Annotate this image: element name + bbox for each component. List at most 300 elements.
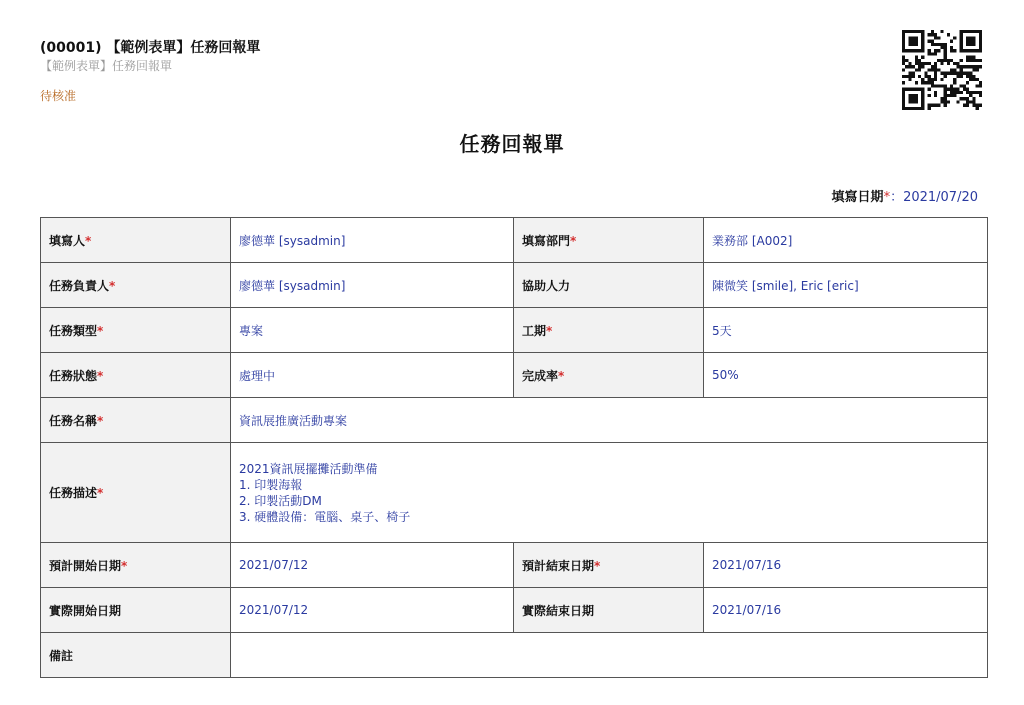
table-row: [41, 633, 988, 678]
field-label: 任務描述*: [41, 443, 231, 543]
qr-module: [956, 72, 959, 75]
qr-module: [966, 91, 969, 94]
qr-module: [915, 43, 918, 46]
qr-module: [972, 59, 975, 62]
qr-module: [960, 59, 963, 62]
qr-module: [902, 46, 905, 49]
field-label: 預計開始日期*: [41, 543, 231, 588]
qr-module: [902, 88, 905, 91]
qr-module: [963, 72, 966, 75]
qr-module: [950, 88, 953, 91]
qr-module: [924, 72, 927, 75]
qr-module: [969, 65, 972, 68]
qr-module: [979, 65, 982, 68]
qr-module: [902, 81, 905, 84]
qr-module: [921, 36, 924, 39]
qr-module: [928, 68, 931, 71]
qr-module: [963, 104, 966, 107]
qr-module: [905, 107, 908, 110]
qr-module: [921, 65, 924, 68]
qr-module: [966, 43, 969, 46]
type-value: 專案: [231, 308, 514, 353]
form-header-subtitle: 【範例表單】任務回報單: [40, 59, 173, 73]
qr-module: [912, 107, 915, 110]
qr-module: [908, 36, 911, 39]
qr-module: [921, 62, 924, 65]
qr-module: [979, 59, 982, 62]
qr-module: [902, 75, 905, 78]
qr-module: [944, 94, 947, 97]
qr-module: [902, 91, 905, 94]
qr-module: [940, 59, 943, 62]
qr-module: [940, 62, 943, 65]
qr-module: [940, 30, 943, 33]
qr-module: [947, 100, 950, 103]
qr-module: [953, 78, 956, 81]
qr-module: [934, 49, 937, 52]
qr-module: [915, 49, 918, 52]
act-end-value: 2021/07/16: [704, 588, 988, 633]
qr-module: [969, 56, 972, 59]
qr-module: [915, 56, 918, 59]
table-row: [41, 308, 988, 353]
qr-code-icon: [902, 30, 982, 110]
qr-module: [915, 59, 918, 62]
qr-module: [934, 65, 937, 68]
field-label: 填寫部門*: [514, 218, 704, 263]
qr-module: [915, 107, 918, 110]
qr-module: [966, 49, 969, 52]
qr-module: [950, 94, 953, 97]
qr-module: [944, 84, 947, 87]
qr-module: [976, 49, 979, 52]
qr-module: [963, 97, 966, 100]
qr-module: [908, 65, 911, 68]
qr-module: [915, 97, 918, 100]
qr-module: [969, 100, 972, 103]
rate-value: 50%: [704, 353, 988, 398]
qr-module: [960, 49, 963, 52]
qr-module: [918, 68, 921, 71]
field-label: 完成率*: [514, 353, 704, 398]
qr-module: [931, 78, 934, 81]
qr-module: [969, 59, 972, 62]
qr-module: [972, 56, 975, 59]
qr-module: [940, 100, 943, 103]
qr-module: [963, 84, 966, 87]
qr-module: [928, 81, 931, 84]
qr-module: [944, 88, 947, 91]
qr-module: [953, 68, 956, 71]
qr-module: [966, 65, 969, 68]
qr-module: [908, 100, 911, 103]
field-label: 實際開始日期: [41, 588, 231, 633]
qr-module: [944, 100, 947, 103]
qr-module: [912, 40, 915, 43]
assist-value: 陳微笑 [smile], Eric [eric]: [704, 263, 988, 308]
qr-module: [921, 30, 924, 33]
qr-module: [969, 75, 972, 78]
qr-module: [912, 88, 915, 91]
qr-module: [921, 81, 924, 84]
qr-module: [969, 78, 972, 81]
name-value: 資訊展推廣活動專案: [231, 398, 988, 443]
qr-module: [947, 94, 950, 97]
qr-module: [969, 30, 972, 33]
qr-module: [960, 43, 963, 46]
qr-module: [950, 59, 953, 62]
qr-module: [902, 104, 905, 107]
qr-module: [950, 46, 953, 49]
qr-module: [972, 91, 975, 94]
qr-module: [928, 75, 931, 78]
qr-module: [934, 52, 937, 55]
qr-module: [908, 107, 911, 110]
qr-module: [902, 40, 905, 43]
qr-module: [934, 36, 937, 39]
qr-module: [972, 40, 975, 43]
qr-module: [934, 104, 937, 107]
field-label: 填寫人*: [41, 218, 231, 263]
qr-module: [937, 68, 940, 71]
table-row: [41, 443, 988, 543]
qr-module: [972, 75, 975, 78]
qr-module: [972, 100, 975, 103]
qr-module: [966, 40, 969, 43]
qr-module: [912, 65, 915, 68]
qr-module: [915, 100, 918, 103]
qr-module: [908, 94, 911, 97]
qr-module: [924, 62, 927, 65]
qr-module: [921, 107, 924, 110]
qr-module: [928, 33, 931, 36]
qr-module: [918, 62, 921, 65]
qr-module: [902, 33, 905, 36]
qr-module: [966, 81, 969, 84]
dept-value: 業務部 [A002]: [704, 218, 988, 263]
qr-module: [953, 81, 956, 84]
qr-module: [969, 94, 972, 97]
field-label: 任務負責人*: [41, 263, 231, 308]
qr-module: [944, 104, 947, 107]
qr-module: [976, 68, 979, 71]
field-label: 任務類型*: [41, 308, 231, 353]
qr-module: [921, 91, 924, 94]
qr-module: [979, 91, 982, 94]
qr-module: [937, 43, 940, 46]
qr-module: [956, 62, 959, 65]
desc-line: 3. 硬體設備：電腦、桌子、椅子: [239, 509, 411, 524]
qr-module: [966, 104, 969, 107]
qr-module: [915, 36, 918, 39]
qr-module: [921, 49, 924, 52]
qr-module: [915, 62, 918, 65]
qr-module: [915, 40, 918, 43]
table-row: [41, 263, 988, 308]
qr-module: [915, 68, 918, 71]
qr-module: [956, 100, 959, 103]
qr-module: [972, 104, 975, 107]
qr-module: [924, 75, 927, 78]
qr-module: [934, 62, 937, 65]
qr-module: [960, 68, 963, 71]
table-row: [41, 588, 988, 633]
qr-module: [940, 72, 943, 75]
qr-module: [915, 30, 918, 33]
qr-module: [956, 75, 959, 78]
qr-module: [902, 56, 905, 59]
qr-module: [921, 40, 924, 43]
desc-line: 2021資訊展擺攤活動準備: [239, 461, 378, 476]
table-row: [41, 398, 988, 443]
qr-module: [972, 43, 975, 46]
qr-module: [972, 36, 975, 39]
qr-module: [934, 72, 937, 75]
qr-module: [953, 94, 956, 97]
qr-module: [969, 91, 972, 94]
qr-module: [902, 94, 905, 97]
qr-module: [947, 59, 950, 62]
qr-module: [969, 36, 972, 39]
qr-module: [915, 94, 918, 97]
qr-module: [966, 56, 969, 59]
qr-module: [976, 91, 979, 94]
qr-module: [924, 81, 927, 84]
field-label: 任務狀態*: [41, 353, 231, 398]
qr-module: [908, 43, 911, 46]
qr-module: [969, 72, 972, 75]
field-label: 實際結束日期: [514, 588, 704, 633]
qr-module: [921, 56, 924, 59]
table-row: [41, 543, 988, 588]
qr-module: [979, 40, 982, 43]
status-badge: 待核准: [40, 89, 77, 103]
qr-module: [950, 68, 953, 71]
qr-module: [905, 49, 908, 52]
table-row: [41, 218, 988, 263]
qr-module: [921, 104, 924, 107]
state-value: 處理中: [231, 353, 514, 398]
qr-module: [966, 97, 969, 100]
qr-module: [956, 65, 959, 68]
qr-module: [921, 88, 924, 91]
qr-module: [908, 40, 911, 43]
desc-line: 1. 印製海報: [239, 477, 303, 492]
qr-module: [976, 84, 979, 87]
qr-module: [960, 84, 963, 87]
qr-module: [931, 84, 934, 87]
fill-date: [832, 186, 978, 205]
qr-module: [921, 33, 924, 36]
qr-module: [960, 65, 963, 68]
qr-module: [902, 59, 905, 62]
qr-module: [940, 46, 943, 49]
qr-module: [979, 84, 982, 87]
qr-module: [944, 43, 947, 46]
required-mark: *: [883, 190, 891, 205]
qr-module: [918, 49, 921, 52]
qr-module: [902, 97, 905, 100]
qr-module: [934, 94, 937, 97]
field-label: 備註: [41, 633, 231, 678]
qr-module: [960, 36, 963, 39]
qr-module: [950, 91, 953, 94]
plan-start-value: 2021/07/12: [231, 543, 514, 588]
qr-module: [940, 78, 943, 81]
qr-module: [928, 88, 931, 91]
qr-module: [921, 94, 924, 97]
qr-module: [928, 49, 931, 52]
filler-value: 廖德華 [sysadmin]: [231, 218, 514, 263]
qr-module: [944, 52, 947, 55]
qr-module: [966, 72, 969, 75]
qr-module: [912, 43, 915, 46]
qr-module: [972, 78, 975, 81]
qr-module: [928, 62, 931, 65]
qr-module: [976, 104, 979, 107]
qr-module: [902, 62, 905, 65]
qr-module: [931, 81, 934, 84]
qr-module: [979, 49, 982, 52]
qr-module: [966, 75, 969, 78]
qr-module: [908, 78, 911, 81]
qr-module: [972, 97, 975, 100]
qr-module: [960, 40, 963, 43]
qr-module: [905, 88, 908, 91]
qr-module: [963, 30, 966, 33]
page-title: 任務回報單: [459, 132, 565, 156]
qr-module: [912, 100, 915, 103]
qr-module: [921, 78, 924, 81]
qr-module: [944, 49, 947, 52]
qr-module: [937, 36, 940, 39]
qr-module: [944, 59, 947, 62]
qr-module: [944, 75, 947, 78]
qr-module: [976, 30, 979, 33]
qr-module: [979, 81, 982, 84]
qr-module: [979, 30, 982, 33]
qr-module: [934, 91, 937, 94]
qr-module: [934, 68, 937, 71]
qr-module: [953, 62, 956, 65]
qr-module: [905, 30, 908, 33]
qr-module: [912, 97, 915, 100]
duration-value: 5天: [704, 308, 988, 353]
qr-module: [928, 40, 931, 43]
qr-module: [944, 91, 947, 94]
fill-date-value: ：2021/07/20: [890, 190, 978, 205]
qr-module: [908, 72, 911, 75]
qr-module: [928, 94, 931, 97]
qr-module: [912, 30, 915, 33]
qr-module: [902, 100, 905, 103]
qr-module: [953, 91, 956, 94]
qr-module: [905, 75, 908, 78]
qr-module: [902, 36, 905, 39]
qr-module: [902, 68, 905, 71]
qr-module: [953, 49, 956, 52]
qr-module: [966, 59, 969, 62]
qr-module: [908, 62, 911, 65]
qr-module: [960, 72, 963, 75]
qr-module: [918, 75, 921, 78]
qr-module: [937, 49, 940, 52]
qr-module: [931, 65, 934, 68]
qr-module: [947, 62, 950, 65]
qr-module: [934, 43, 937, 46]
qr-module: [969, 40, 972, 43]
qr-module: [947, 72, 950, 75]
qr-module: [931, 104, 934, 107]
qr-module: [931, 43, 934, 46]
qr-module: [915, 88, 918, 91]
qr-module: [953, 36, 956, 39]
qr-module: [950, 84, 953, 87]
qr-module: [921, 43, 924, 46]
qr-module: [905, 65, 908, 68]
qr-module: [972, 49, 975, 52]
qr-module: [979, 94, 982, 97]
qr-module: [918, 107, 921, 110]
qr-module: [905, 59, 908, 62]
qr-module: [944, 56, 947, 59]
qr-module: [953, 72, 956, 75]
qr-module: [966, 30, 969, 33]
qr-module: [931, 33, 934, 36]
qr-module: [928, 107, 931, 110]
qr-module: [908, 97, 911, 100]
qr-module: [947, 88, 950, 91]
qr-module: [902, 107, 905, 110]
qr-module: [928, 104, 931, 107]
qr-module: [960, 46, 963, 49]
qr-module: [979, 36, 982, 39]
qr-module: [972, 65, 975, 68]
qr-module: [966, 88, 969, 91]
qr-module: [947, 33, 950, 36]
qr-module: [918, 88, 921, 91]
qr-module: [908, 75, 911, 78]
qr-module: [966, 100, 969, 103]
field-label: 協助人力: [514, 263, 704, 308]
qr-module: [944, 46, 947, 49]
qr-module: [972, 30, 975, 33]
qr-module: [944, 72, 947, 75]
qr-module: [912, 72, 915, 75]
qr-module: [950, 72, 953, 75]
note-value: [231, 633, 988, 678]
qr-module: [918, 59, 921, 62]
qr-module: [976, 59, 979, 62]
qr-module: [956, 91, 959, 94]
owner-value: 廖德華 [sysadmin]: [231, 263, 514, 308]
qr-module: [963, 65, 966, 68]
qr-module: [979, 104, 982, 107]
desc-value: [231, 443, 988, 543]
field-label: 工期*: [514, 308, 704, 353]
qr-module: [937, 59, 940, 62]
qr-module: [908, 49, 911, 52]
qr-module: [934, 75, 937, 78]
qr-module: [960, 75, 963, 78]
qr-module: [979, 43, 982, 46]
qr-module: [950, 40, 953, 43]
form-header-title: (00001) 【範例表單】任務回報單: [40, 40, 261, 56]
qr-module: [956, 88, 959, 91]
qr-module: [902, 43, 905, 46]
qr-module: [902, 30, 905, 33]
qr-module: [908, 30, 911, 33]
